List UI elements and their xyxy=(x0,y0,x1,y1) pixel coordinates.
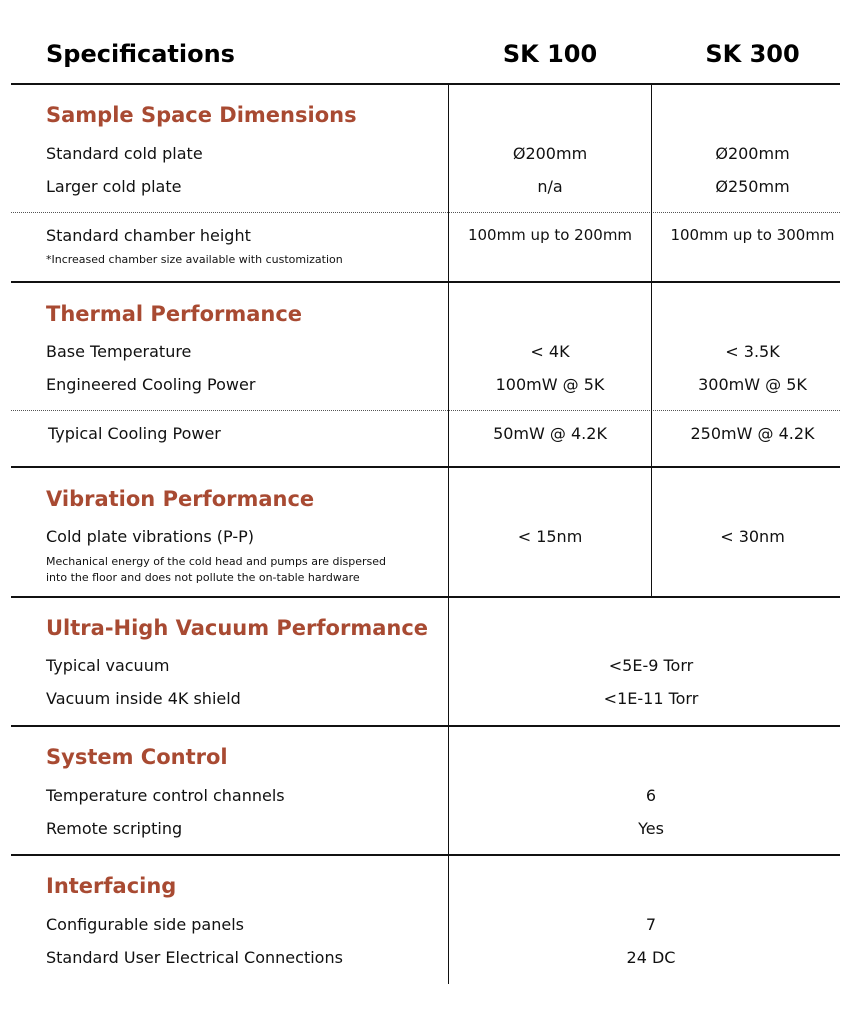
section-title-system-control: System Control xyxy=(46,745,228,769)
row-label: Larger cold plate xyxy=(46,177,182,196)
row-label: Base Temperature xyxy=(46,342,192,361)
section-divider xyxy=(11,466,840,468)
row-note: into the floor and does not pollute the on-table hardware xyxy=(46,571,360,584)
row-value-sk100: 100mm up to 200mm xyxy=(467,226,633,244)
row-label: Remote scripting xyxy=(46,819,183,838)
row-value-sk100: 50mW @ 4.2K xyxy=(493,424,607,443)
row-value-sk300: Ø200mm xyxy=(715,144,790,163)
row-label: Typical vacuum xyxy=(46,656,170,675)
section-title-thermal: Thermal Performance xyxy=(46,302,303,326)
row-note: Mechanical energy of the cold head and pumps are dispersed xyxy=(46,555,387,568)
row-label: Standard chamber height xyxy=(46,226,251,245)
row-label: Temperature control channels xyxy=(46,786,285,805)
table-title: Specifications xyxy=(46,40,235,68)
section-divider xyxy=(11,854,840,856)
row-value-shared: 6 xyxy=(645,786,657,805)
row-value-shared: Yes xyxy=(638,819,664,838)
row-value-sk300: 250mW @ 4.2K xyxy=(690,424,815,443)
row-value-sk100: 100mW @ 5K xyxy=(495,375,605,394)
row-value-sk300: 300mW @ 5K xyxy=(698,375,807,394)
row-value-sk300: 100mm up to 300mm xyxy=(670,226,835,244)
row-value-sk300: < 3.5K xyxy=(725,342,780,361)
section-divider xyxy=(11,281,840,283)
row-label: Standard cold plate xyxy=(46,144,203,163)
row-value-sk100: n/a xyxy=(537,177,563,196)
row-label: Engineered Cooling Power xyxy=(46,375,256,394)
row-value-sk100: < 15nm xyxy=(517,527,583,546)
section-title-vacuum: Ultra-High Vacuum Performance xyxy=(46,616,429,640)
row-divider-dotted xyxy=(11,410,840,411)
column-header-sk300: SK 300 xyxy=(705,40,800,68)
row-value-shared: <5E-9 Torr xyxy=(608,656,694,675)
row-label: Vacuum inside 4K shield xyxy=(46,689,241,708)
row-label: Configurable side panels xyxy=(46,915,244,934)
section-title-sample-space: Sample Space Dimensions xyxy=(46,103,357,127)
row-value-shared: 7 xyxy=(645,915,657,934)
header-divider xyxy=(11,83,840,85)
row-value-sk100: Ø200mm xyxy=(512,144,588,163)
column-header-sk100: SK 100 xyxy=(502,40,598,68)
row-value-shared: 24 DC xyxy=(626,948,676,967)
row-value-sk300: < 30nm xyxy=(720,527,785,546)
row-label: Cold plate vibrations (P-P) xyxy=(46,527,254,546)
row-value-sk300: Ø250mm xyxy=(715,177,790,196)
row-value-shared: <1E-11 Torr xyxy=(603,689,699,708)
row-label: Standard User Electrical Connections xyxy=(46,948,343,967)
row-divider-dotted xyxy=(11,212,840,213)
section-divider xyxy=(11,725,840,727)
section-title-interfacing: Interfacing xyxy=(46,874,177,898)
row-label: Typical Cooling Power xyxy=(48,424,221,443)
section-divider xyxy=(11,596,840,598)
section-title-vibration: Vibration Performance xyxy=(46,487,315,511)
row-value-sk100: < 4K xyxy=(530,342,570,361)
row-note: *Increased chamber size available with customization xyxy=(46,253,343,266)
